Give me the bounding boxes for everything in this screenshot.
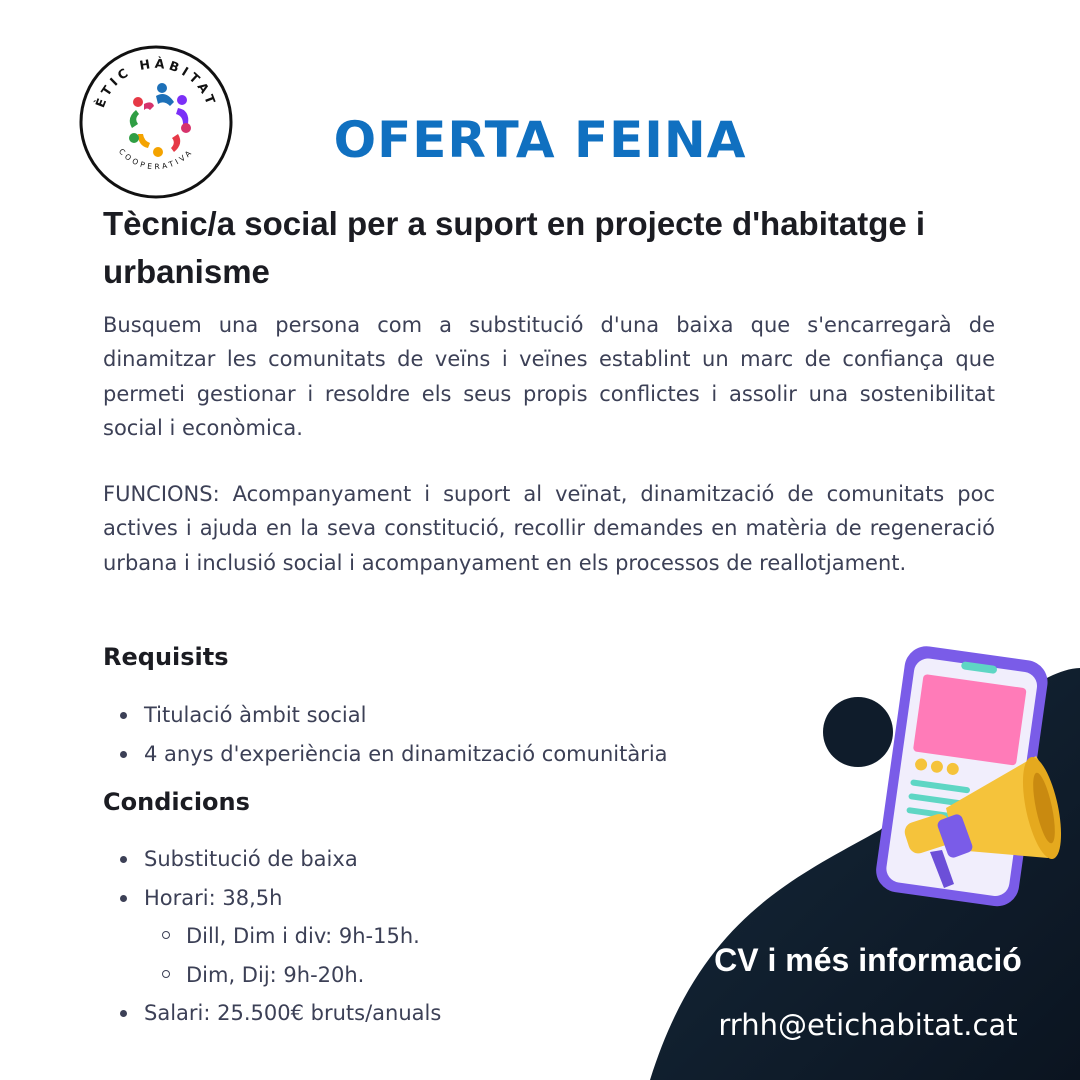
contact-email-link[interactable]: rrhh@etichabitat.cat: [718, 1008, 1018, 1042]
cta-heading: CV i més informació: [714, 942, 1022, 978]
job-title: Tècnic/a social per a suport en projecte d'habitatge i urbanisme: [103, 205, 926, 290]
svg-text:ÈTIC HÀBITAT: ÈTIC HÀBITAT: [92, 55, 220, 110]
functions-paragraph: FUNCIONS: Acompanyament i suport al veïnat, dinamització de comunitats poc actives i ajuda en la seva constitució, recollir demandes en matèria de regeneració urbana i inclusió social i acompanyament en els processos de reallotjament.: [103, 482, 995, 575]
list-item: Salari: 25.500€ bruts/anuals: [103, 994, 441, 1033]
page-headline: OFERTA FEINA: [333, 111, 747, 169]
decorative-dot: [823, 697, 893, 767]
list-item: Substitució de baixa: [103, 840, 441, 879]
requirements-list: [103, 696, 668, 773]
intro-paragraph: Busquem una persona com a substitució d'una baixa que s'encarregarà de dinamitzar les comunitats de veïns i veïnes establint un marc de confiança que permeti gestionar i resoldre els seus propis conflictes i assolir una sostenibilitat social i econòmica.: [103, 313, 995, 440]
conditions-heading: Condicions: [103, 788, 250, 816]
list-item: Titulació àmbit social: [103, 696, 668, 735]
list-item: Horari: 38,5h: [103, 879, 441, 918]
list-subitem: Dill, Dim i div: 9h-15h.: [103, 917, 441, 956]
svg-text:COOPERATIVA: COOPERATIVA: [116, 146, 196, 172]
conditions-list: [103, 840, 441, 1033]
list-item: 4 anys d'experiència en dinamització comunitària: [103, 735, 668, 774]
requirements-heading: Requisits: [103, 643, 229, 671]
list-subitem: Dim, Dij: 9h-20h.: [103, 956, 441, 995]
